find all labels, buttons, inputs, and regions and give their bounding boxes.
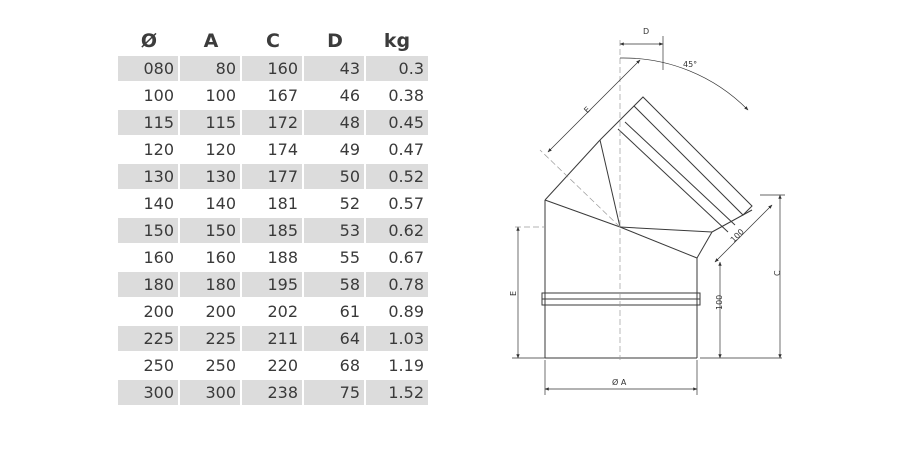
cell-diameter: 180 xyxy=(118,272,180,297)
seam-1 xyxy=(545,200,620,227)
cell-c: 181 xyxy=(242,191,304,216)
cell-diameter: 250 xyxy=(118,353,180,378)
upper-collar-stripe-1 xyxy=(625,122,735,225)
cell-a: 160 xyxy=(180,245,242,270)
cell-d: 75 xyxy=(304,380,366,405)
cell-d: 61 xyxy=(304,299,366,324)
cell-d: 49 xyxy=(304,137,366,162)
mid-left-wall xyxy=(545,140,600,200)
header-d: D xyxy=(327,30,343,52)
cell-a: 225 xyxy=(180,326,242,351)
cell-a: 200 xyxy=(180,299,242,324)
cell-d: 64 xyxy=(304,326,366,351)
cell-d: 58 xyxy=(304,272,366,297)
cell-diameter: 160 xyxy=(118,245,180,270)
cell-diameter: 100 xyxy=(118,83,180,108)
label-angle: 45° xyxy=(683,60,698,69)
cell-kg: 0.45 xyxy=(366,110,428,135)
cell-c: 202 xyxy=(242,299,304,324)
cell-diameter: 225 xyxy=(118,326,180,351)
cell-diameter: 120 xyxy=(118,137,180,162)
cell-a: 250 xyxy=(180,353,242,378)
mid-right-wall xyxy=(697,232,712,258)
upper-collar xyxy=(634,97,752,215)
cell-c: 211 xyxy=(242,326,304,351)
cell-c: 195 xyxy=(242,272,304,297)
label-e-upper: E xyxy=(582,105,593,115)
cell-a: 150 xyxy=(180,218,242,243)
cell-a: 80 xyxy=(180,56,242,81)
cell-c: 172 xyxy=(242,110,304,135)
label-d: D xyxy=(643,27,650,36)
cell-a: 100 xyxy=(180,83,242,108)
cell-c: 174 xyxy=(242,137,304,162)
cell-a: 130 xyxy=(180,164,242,189)
cell-c: 167 xyxy=(242,83,304,108)
cell-d: 50 xyxy=(304,164,366,189)
header-diameter: Ø xyxy=(140,30,158,52)
cell-kg: 0.47 xyxy=(388,140,424,159)
header-c: C xyxy=(266,30,280,52)
cell-kg: 0.52 xyxy=(366,164,428,189)
label-e-left: E xyxy=(509,290,518,296)
dimension-lines xyxy=(512,36,785,395)
cell-c: 220 xyxy=(242,353,304,378)
cell-c: 188 xyxy=(242,245,304,270)
cell-kg: 0.78 xyxy=(366,272,428,297)
header-kg: kg xyxy=(383,30,411,52)
cell-d: 55 xyxy=(304,245,366,270)
cell-diameter: 200 xyxy=(118,299,180,324)
seam-2 xyxy=(620,227,697,258)
label-dia-a: Ø A xyxy=(612,378,627,387)
cell-kg: 1.52 xyxy=(366,380,428,405)
cell-diameter: 140 xyxy=(118,191,180,216)
cell-diameter: 115 xyxy=(118,110,180,135)
cell-diameter: 130 xyxy=(118,164,180,189)
cell-kg: 0.62 xyxy=(366,218,428,243)
center-lines xyxy=(515,40,620,360)
upper-left-wall xyxy=(600,106,634,140)
cell-a: 115 xyxy=(180,110,242,135)
cell-a: 300 xyxy=(180,380,242,405)
cell-c: 238 xyxy=(242,380,304,405)
cell-kg: 0.67 xyxy=(388,248,424,267)
cell-d: 43 xyxy=(304,56,366,81)
cell-a: 140 xyxy=(180,191,242,216)
cell-d: 68 xyxy=(304,353,366,378)
cell-d: 46 xyxy=(304,83,366,108)
cell-d: 52 xyxy=(304,191,366,216)
cell-kg: 0.89 xyxy=(388,302,424,321)
header-a: A xyxy=(203,30,219,52)
cell-c: 185 xyxy=(242,218,304,243)
label-100-lower: 100 xyxy=(715,294,724,310)
seam-4 xyxy=(620,227,712,232)
label-c: C xyxy=(773,270,782,276)
cell-kg: 0.3 xyxy=(366,56,428,81)
cell-a: 180 xyxy=(180,272,242,297)
cell-a: 120 xyxy=(180,137,242,162)
cell-d: 53 xyxy=(304,218,366,243)
cell-diameter: 300 xyxy=(118,380,180,405)
cell-diameter: 080 xyxy=(118,56,180,81)
cell-c: 160 xyxy=(242,56,304,81)
label-100-upper: 100 xyxy=(728,227,746,245)
elbow-body xyxy=(542,97,752,358)
upper-right-wall xyxy=(712,210,752,232)
cell-diameter: 150 xyxy=(118,218,180,243)
cell-kg: 0.57 xyxy=(388,194,424,213)
cell-d: 48 xyxy=(304,110,366,135)
seam-3 xyxy=(600,140,620,227)
cell-kg: 1.19 xyxy=(388,356,424,375)
cell-kg: 0.38 xyxy=(388,86,424,105)
cell-kg: 1.03 xyxy=(366,326,428,351)
cell-c: 177 xyxy=(242,164,304,189)
